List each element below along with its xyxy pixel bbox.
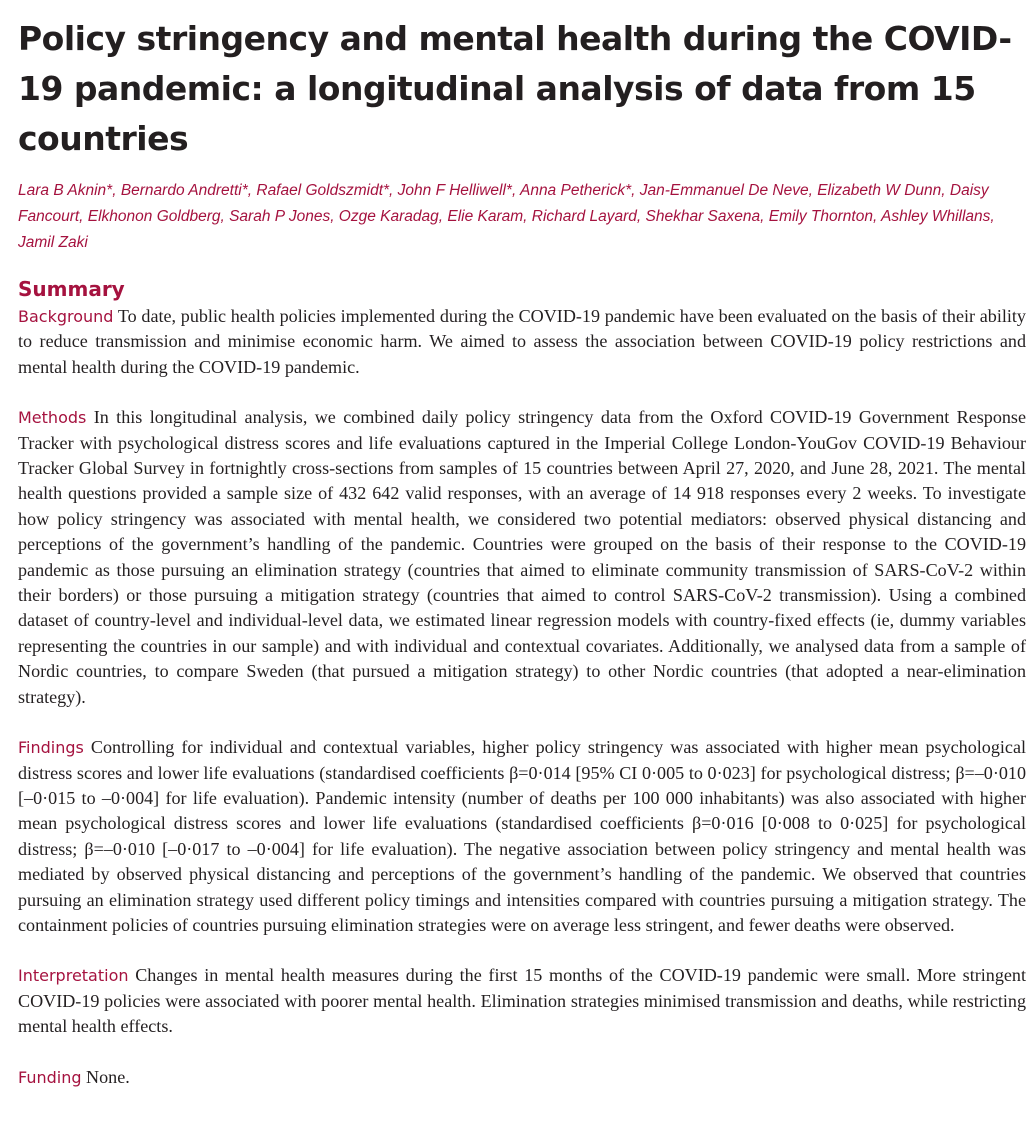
article-title: Policy stringency and mental health during the COVID-19 pandemic: a longitudinal analysis of data from 15 countries	[18, 19, 1012, 158]
summary-heading: Summary	[18, 277, 125, 301]
methods-paragraph	[18, 405, 1026, 710]
interpretation-label: Interpretation	[18, 966, 129, 986]
findings-label: Findings	[18, 738, 84, 758]
interpretation-paragraph	[18, 963, 1026, 1039]
findings-text: Controlling for individual and contextual variables, higher policy stringency was associated with higher mean psychological distress scores and lower life evaluations (standardised coefficients β=0·014 [95% CI 0·005 to 0·023] for psychological distress; β=–0·010 [–0·015 to –0·004] for life evaluation). Pandemic intensity (number of deaths per 100 000 inhabitants) was also associated with higher mean psychological distress scores and lower life evaluations (standardised coefficients β=0·016 [0·008 to 0·025] for psychological distress; β=–0·010 [–0·017 to –0·004] for life evaluation). The negative association between policy stringency and mental health was mediated by observed physical distancing and perceptions of the government’s handling of the pandemic. We observed that countries pursuing an elimination strategy used different policy timings and intensities compared with countries pursuing a mitigation strategy. The containment policies of countries pursuing elimination strategies were on average less stringent, and fewer deaths were observed.	[18, 737, 1027, 935]
background-text: To date, public health policies implemented during the COVID-19 pandemic have been evaluated on the basis of their ability to reduce transmission and minimise economic harm. We aimed to assess the association between COVID-19 policy restrictions and mental health during the COVID-19 pandemic.	[18, 306, 1026, 377]
background-label: Background	[18, 307, 114, 326]
methods-text: In this longitudinal analysis, we combined daily policy stringency data from the Oxford COVID-19 Government Response Tracker with psychological distress scores and life evaluations captured in the Imperial College London-YouGov COVID-19 Behaviour Tracker Global Survey in fortnightly cross-sections from samples of 15 countries between April 27, 2020, and June 28, 2021. The mental health questions provided a sample size of 432 642 valid responses, with an average of 14 918 responses every 2 weeks. To investigate how policy stringency was associated with mental health, we considered two potential mediators: observed physical distancing and perceptions of the government’s handling of the pandemic. Countries were grouped on the basis of their response to the COVID-19 pandemic as those pursuing an elimination strategy (countries that aimed to eliminate community transmission of SARS-CoV-2 within their borders) or those pursuing a mitigation strategy (countries that aimed to control SARS-CoV-2 transmission). Using a combined dataset of country-level and individual-level data, we estimated linear regression models with country-fixed effects (ie, dummy variables representing the countries in our sample) and with individual and contextual covariates. Additionally, we analysed data from a sample of Nordic countries, to compare Sweden (that pursued a mitigation strategy) to other Nordic countries (that adopted a near-elimination strategy).	[18, 407, 1026, 707]
author-list: Lara B Aknin*, Bernardo Andretti*, Rafael Goldszmidt*, John F Helliwell*, Anna Petherick*, Jan-Emmanuel De Neve, Elizabeth W Dunn, Daisy Fancourt, Elkhonon Goldberg, Sarah P Jones, Ozge Karadag, Elie Karam, Richard Layard, Shekhar Saxena, Emily Thornton, Ashley Whillans, Jamil Zaki	[18, 182, 995, 251]
funding-paragraph	[18, 1065, 1026, 1090]
funding-label: Funding	[18, 1067, 82, 1087]
methods-label: Methods	[18, 408, 87, 428]
interpretation-text: Changes in mental health measures during the first 15 months of the COVID-19 pandemic were small. More stringent COVID-19 policies were associated with poorer mental health. Elimination strategies minimised transmission and deaths, while restricting mental health effects.	[18, 965, 1027, 1037]
findings-paragraph	[18, 735, 1026, 938]
background-paragraph	[18, 304, 1026, 380]
funding-text: None.	[86, 1066, 130, 1087]
